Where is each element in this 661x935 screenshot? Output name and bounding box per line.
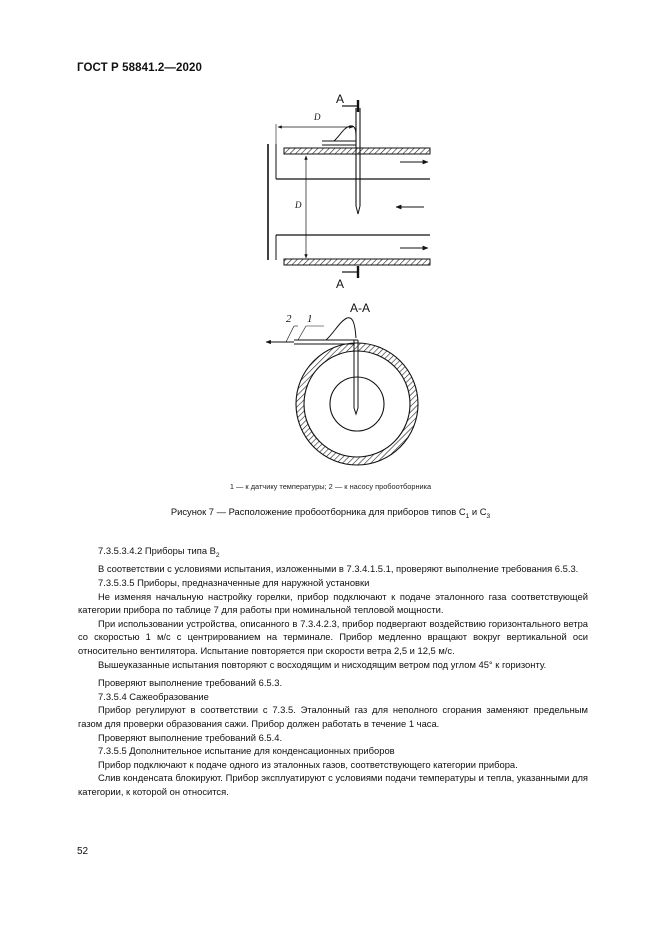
section-mark-top: А	[336, 92, 345, 106]
longitudinal-view	[268, 100, 430, 278]
paragraph: Слив конденсата блокируют. Прибор эксплуатируют с условиями подачи температуры и тепла, указанными для категории, к которой он относится.	[78, 772, 588, 797]
section-title: А-А	[350, 301, 371, 315]
dimension-d-horizontal: D	[314, 112, 321, 122]
clause-heading: 7.3.5.4 Сажеобразование	[98, 690, 209, 702]
callout-2: 2	[286, 313, 292, 325]
clause-heading: 7.3.5.3.5 Приборы, предназначенные для наружной установки	[98, 577, 370, 589]
section-mark-bottom: А	[336, 277, 345, 291]
caption-sub-1: 1	[465, 512, 470, 520]
page-number: 52	[77, 846, 89, 857]
paragraph: В соответствии с условиями испытания, изложенными в 7.3.4.1.5.1, проверяют выполнение требования 6.5.3.	[98, 563, 579, 575]
paragraph: Проверяют выполнение требований 6.5.4.	[98, 731, 283, 743]
callout-1: 1	[307, 313, 313, 325]
figure-legend: 1 — к датчику температуры; 2 — к насосу пробоотборника	[229, 482, 432, 491]
dimension-d-vertical: D	[295, 200, 302, 210]
clause-heading-sub: 2	[215, 551, 220, 559]
body-text	[78, 544, 588, 799]
document-header: ГОСТ Р 58841.2—2020	[77, 62, 202, 74]
probe-position-figure	[240, 90, 450, 480]
caption-prefix: Рисунок 7 — Расположение пробоотборника для приборов типов С	[170, 506, 466, 517]
caption-mid: и С	[469, 506, 487, 517]
clause-heading	[78, 544, 588, 562]
clause-heading-text: 7.3.5.3.4.2 Приборы типа В	[98, 545, 216, 556]
paragraph: Прибор подключают к подаче одного из эталонных газов, соответствующего категории прибора.	[98, 758, 518, 770]
caption-sub-3: 3	[486, 512, 491, 520]
paragraph: При использовании устройства, описанного в 7.3.4.2.3, прибор подвергают воздействию горизонтального ветра со скоростью 1 м/с с центрированием на терминале. Прибор медленно вращают вокруг вертикальной оси относительно вентилятора. Испытание повторяется при скорости ветра 2,5 и 12,5 м/с.	[78, 617, 588, 657]
paragraph: Не изменяя начальную настройку горелки, прибор подключают к подаче эталонного газа соответствующей категории прибора по таблице 7 для работы при номинальной тепловой мощности.	[78, 590, 588, 616]
paragraph: Проверяют выполнение требований 6.5.3.	[98, 677, 283, 689]
paragraph: Прибор регулируют в соответствии с 7.3.5. Эталонный газ для неполного сгорания заменяют предельным газом для проверки образования сажи. Прибор должен работать в течение 1 часа.	[78, 704, 588, 729]
cross-section-view	[266, 318, 418, 465]
clause-heading: 7.3.5.5 Дополнительное испытание для конденсационных приборов	[98, 745, 395, 757]
figure-caption	[0, 506, 661, 520]
paragraph: Вышеуказанные испытания повторяют с восходящим и нисходящим ветром под углом 45° к горизонту.	[98, 658, 547, 670]
